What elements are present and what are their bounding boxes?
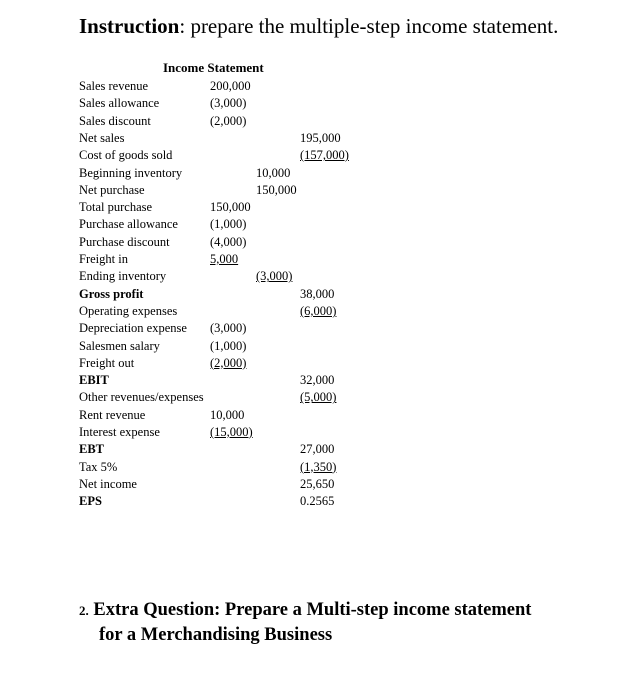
row-label: Net purchase xyxy=(79,182,145,197)
row-label: EPS xyxy=(79,494,102,509)
row-label: Interest expense xyxy=(79,425,160,439)
statement-row xyxy=(0,459,643,476)
row-amount-c1: (2,000) xyxy=(210,113,247,128)
statement-title: Income Statement xyxy=(163,60,264,75)
statement-row xyxy=(0,95,643,112)
row-amount-c1: (1,000) xyxy=(210,217,247,232)
statement-row xyxy=(0,251,643,268)
row-amount-c3: 32,000 xyxy=(300,373,335,388)
row-amount-c1: 5,000 xyxy=(210,252,239,266)
row-amount-c3: (1,350) xyxy=(300,459,337,474)
row-label: Purchase discount xyxy=(79,234,170,249)
row-label: Net income xyxy=(79,476,137,491)
row-amount-c2: 10,000 xyxy=(256,165,291,180)
extra-question-text: Extra Question: Prepare a Multi-step income statement xyxy=(93,600,532,620)
statement-row xyxy=(0,165,643,182)
statement-row xyxy=(0,355,643,372)
row-amount-c2: (3,000) xyxy=(256,269,293,284)
statement-row xyxy=(0,372,643,389)
row-amount-c1: (2,000) xyxy=(210,355,247,370)
row-amount-c2: 150,000 xyxy=(256,182,297,197)
row-label: Gross profit xyxy=(79,286,144,301)
row-label: Other revenues/expenses xyxy=(79,390,204,405)
row-label: EBT xyxy=(79,442,105,457)
row-label: EBIT xyxy=(79,373,109,388)
statement-row xyxy=(0,216,643,233)
row-amount-c3: (6,000) xyxy=(300,303,337,318)
statement-row xyxy=(0,424,643,441)
row-label: Depreciation expense xyxy=(79,321,187,336)
row-amount-c3: 38,000 xyxy=(300,286,335,301)
extra-question-line2: for a Merchandising Business xyxy=(99,625,333,645)
row-label: Purchase allowance xyxy=(79,217,178,232)
row-amount-c3: (157,000) xyxy=(300,148,349,163)
instruction-label: Instruction xyxy=(79,14,180,38)
statement-row xyxy=(0,147,643,164)
row-amount-c1: (15,000) xyxy=(210,425,253,439)
row-label: Total purchase xyxy=(79,200,153,215)
statement-row xyxy=(0,78,643,95)
statement-row xyxy=(0,389,643,406)
row-label: Cost of goods sold xyxy=(79,148,173,163)
row-label: Ending inventory xyxy=(79,269,167,284)
row-amount-c1: (3,000) xyxy=(210,321,247,336)
row-amount-c1: 10,000 xyxy=(210,407,245,422)
row-label: Net sales xyxy=(79,130,125,145)
statement-row xyxy=(0,113,643,130)
statement-row xyxy=(0,407,643,424)
row-amount-c3: (5,000) xyxy=(300,390,337,405)
extra-question-line1 xyxy=(79,598,531,623)
row-amount-c3: 27,000 xyxy=(300,442,335,457)
row-label: Beginning inventory xyxy=(79,165,183,180)
row-amount-c3: 25,650 xyxy=(300,476,335,491)
statement-row xyxy=(0,182,643,199)
statement-row xyxy=(0,441,643,458)
statement-row xyxy=(0,320,643,337)
row-amount-c1: 150,000 xyxy=(210,200,251,215)
row-label: Freight in xyxy=(79,252,128,266)
row-label: Tax 5% xyxy=(79,459,118,474)
instruction-text: : prepare the multiple-step income statement. xyxy=(179,14,559,38)
row-amount-c1: (3,000) xyxy=(210,96,247,111)
row-amount-c1: (1,000) xyxy=(210,338,247,353)
extra-question-number: 2. xyxy=(79,603,89,618)
row-amount-c3: 195,000 xyxy=(300,130,341,145)
statement-row xyxy=(0,199,643,216)
row-label: Salesmen salary xyxy=(79,338,160,353)
row-label: Sales revenue xyxy=(79,79,149,93)
row-label: Operating expenses xyxy=(79,303,178,318)
row-amount-c1: (4,000) xyxy=(210,234,247,249)
row-amount-c1: 200,000 xyxy=(210,79,251,93)
statement-row xyxy=(0,268,643,285)
statement-row xyxy=(0,303,643,320)
statement-row xyxy=(0,493,643,510)
statement-row xyxy=(0,476,643,493)
statement-row xyxy=(0,338,643,355)
statement-row xyxy=(0,286,643,303)
row-amount-c3: 0.2565 xyxy=(300,494,335,509)
instruction-heading xyxy=(79,12,558,40)
row-label: Sales allowance xyxy=(79,96,160,111)
row-label: Sales discount xyxy=(79,113,151,128)
row-label: Rent revenue xyxy=(79,407,146,422)
extra-question xyxy=(79,598,531,647)
statement-row xyxy=(0,130,643,147)
row-label: Freight out xyxy=(79,355,135,370)
statement-row xyxy=(0,234,643,251)
